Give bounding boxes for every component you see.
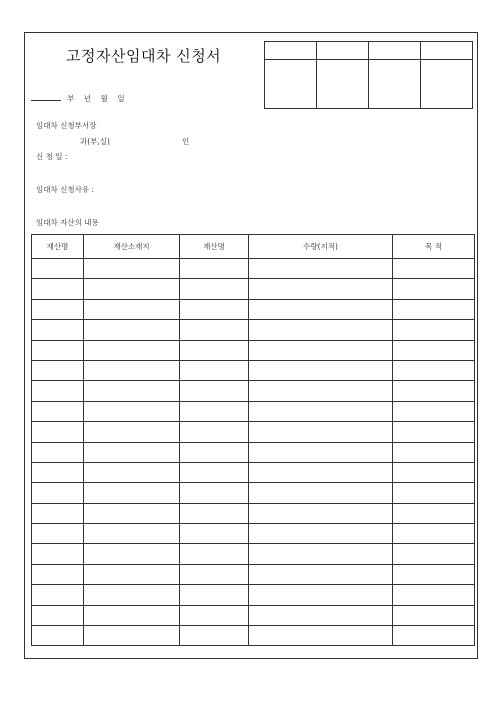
table-cell <box>249 320 393 340</box>
seal-label: 인 <box>182 137 190 146</box>
approval-head-cell <box>265 42 317 60</box>
table-cell <box>84 462 180 482</box>
table-cell <box>180 299 249 319</box>
table-cell <box>84 503 180 523</box>
table-cell <box>249 564 393 584</box>
date-line: 부 년 월 일 <box>67 94 125 103</box>
table-cell <box>393 299 475 319</box>
table-cell <box>32 340 84 360</box>
approval-sign-cell <box>317 60 369 109</box>
approval-head-cell <box>317 42 369 60</box>
table-cell <box>84 605 180 625</box>
table-cell <box>32 626 84 646</box>
table-cell <box>393 259 475 279</box>
table-cell <box>393 422 475 442</box>
table-cell <box>32 259 84 279</box>
table-row <box>32 320 475 340</box>
table-cell <box>249 544 393 564</box>
table-cell <box>180 585 249 605</box>
column-header: 목 적 <box>393 235 475 259</box>
table-cell <box>180 524 249 544</box>
table-row <box>32 360 475 380</box>
table-cell <box>249 299 393 319</box>
table-cell <box>393 605 475 625</box>
table-row <box>32 626 475 646</box>
table-row <box>32 585 475 605</box>
table-cell <box>249 259 393 279</box>
table-cell <box>32 381 84 401</box>
table-cell <box>393 564 475 584</box>
apply-date-label: 신 청 일 : <box>36 152 68 161</box>
table-cell <box>393 401 475 421</box>
approval-sign-cell <box>369 60 421 109</box>
table-cell <box>84 360 180 380</box>
table-cell <box>84 626 180 646</box>
table-cell <box>180 503 249 523</box>
approval-sign-cell <box>265 60 317 109</box>
table-cell <box>180 483 249 503</box>
table-cell <box>393 360 475 380</box>
table-cell <box>393 483 475 503</box>
table-cell <box>393 340 475 360</box>
table-row <box>32 381 475 401</box>
table-cell <box>84 483 180 503</box>
table-cell <box>249 605 393 625</box>
table-cell <box>84 299 180 319</box>
table-cell <box>32 422 84 442</box>
table-cell <box>32 564 84 584</box>
approval-head-cell <box>369 42 421 60</box>
table-cell <box>249 279 393 299</box>
table-row <box>32 340 475 360</box>
table-cell <box>249 340 393 360</box>
table-row <box>32 605 475 625</box>
table-cell <box>84 340 180 360</box>
table-row <box>32 259 475 279</box>
table-cell <box>393 462 475 482</box>
table-cell <box>84 279 180 299</box>
table-cell <box>180 279 249 299</box>
dept-head-label: 임대차 신청부서장 <box>36 121 97 130</box>
table-cell <box>393 585 475 605</box>
table-cell <box>249 360 393 380</box>
table-cell <box>249 483 393 503</box>
asset-table <box>31 234 475 646</box>
table-cell <box>249 401 393 421</box>
approval-sign-cell <box>421 60 473 109</box>
table-cell <box>180 259 249 279</box>
column-header: 수량(지적) <box>249 235 393 259</box>
table-cell <box>32 299 84 319</box>
table-cell <box>180 320 249 340</box>
reason-label: 임대차 신청사유 : <box>36 185 95 194</box>
table-row <box>32 462 475 482</box>
table-cell <box>84 381 180 401</box>
table-cell <box>180 360 249 380</box>
table-cell <box>180 544 249 564</box>
table-cell <box>84 585 180 605</box>
table-cell <box>32 462 84 482</box>
table-cell <box>84 320 180 340</box>
table-cell <box>393 544 475 564</box>
table-cell <box>180 605 249 625</box>
content-label: 임대차 자산의 내용 <box>36 218 99 227</box>
table-cell <box>180 381 249 401</box>
table-cell <box>32 483 84 503</box>
table-cell <box>32 360 84 380</box>
table-cell <box>180 626 249 646</box>
table-cell <box>249 462 393 482</box>
table-cell <box>84 442 180 462</box>
table-cell <box>249 585 393 605</box>
table-cell <box>32 585 84 605</box>
table-cell <box>84 401 180 421</box>
table-row <box>32 442 475 462</box>
table-cell <box>32 401 84 421</box>
table-cell <box>393 626 475 646</box>
table-cell <box>180 564 249 584</box>
table-cell <box>32 442 84 462</box>
table-cell <box>393 524 475 544</box>
table-cell <box>32 544 84 564</box>
table-row <box>32 503 475 523</box>
table-cell <box>180 340 249 360</box>
table-cell <box>393 320 475 340</box>
table-cell <box>393 279 475 299</box>
approval-box <box>264 41 473 109</box>
column-header: 재산명 <box>32 235 84 259</box>
table-row <box>32 564 475 584</box>
table-cell <box>32 503 84 523</box>
table-cell <box>249 503 393 523</box>
asset-table-header <box>32 235 475 259</box>
table-cell <box>180 462 249 482</box>
table-cell <box>249 422 393 442</box>
table-row <box>32 483 475 503</box>
approval-head-cell <box>421 42 473 60</box>
table-cell <box>32 320 84 340</box>
table-cell <box>180 422 249 442</box>
table-cell <box>84 422 180 442</box>
table-row <box>32 279 475 299</box>
table-cell <box>84 259 180 279</box>
table-row <box>32 524 475 544</box>
table-cell <box>32 524 84 544</box>
table-cell <box>249 381 393 401</box>
table-cell <box>32 605 84 625</box>
table-cell <box>84 544 180 564</box>
table-row <box>32 422 475 442</box>
table-cell <box>393 442 475 462</box>
table-cell <box>180 442 249 462</box>
table-row <box>32 401 475 421</box>
column-header: 재산명 <box>180 235 249 259</box>
table-row <box>32 299 475 319</box>
table-cell <box>84 564 180 584</box>
table-cell <box>180 401 249 421</box>
table-cell <box>84 524 180 544</box>
table-row <box>32 544 475 564</box>
table-cell <box>249 626 393 646</box>
department-blank-line <box>31 92 61 101</box>
table-cell <box>32 279 84 299</box>
table-cell <box>393 503 475 523</box>
column-header: 재산소재지 <box>84 235 180 259</box>
table-cell <box>249 524 393 544</box>
table-cell <box>249 442 393 462</box>
document-title: 고정자산임대차 신청서 <box>66 47 222 65</box>
dept-label: 과(부,실) <box>80 137 110 146</box>
table-cell <box>393 381 475 401</box>
